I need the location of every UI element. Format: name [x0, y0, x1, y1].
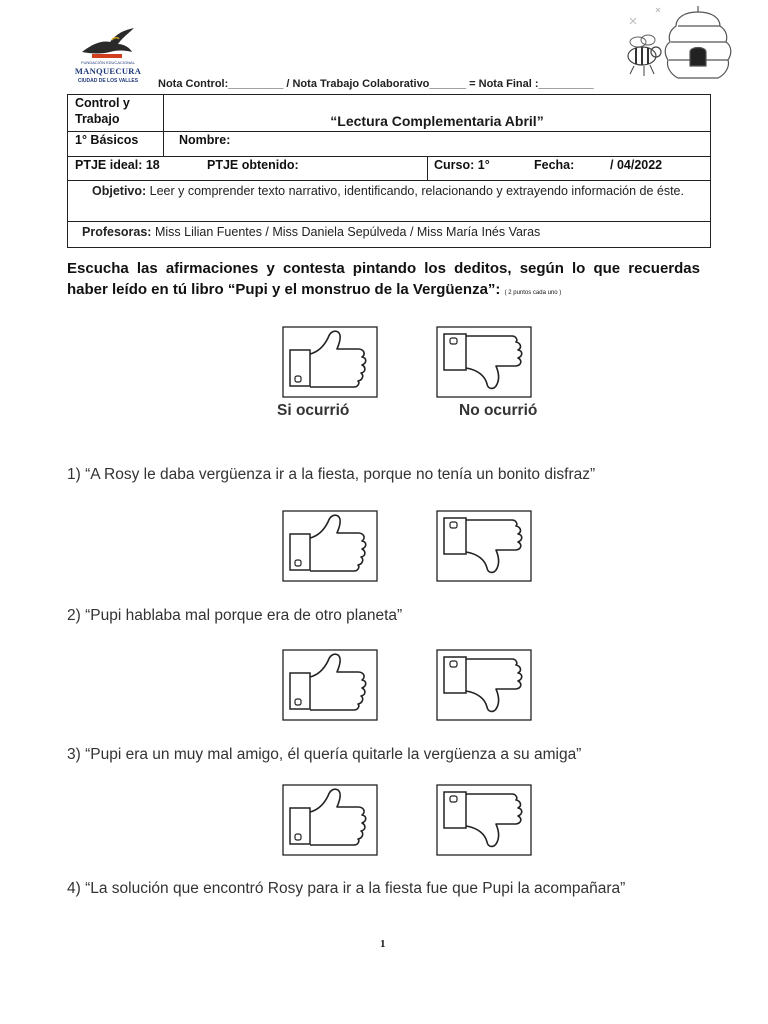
bee-icon [628, 35, 661, 76]
teachers-label: Profesoras: [82, 225, 152, 239]
condor-icon [72, 26, 144, 62]
beehive-icon [620, 4, 740, 94]
info-table [67, 94, 711, 248]
question-4: 4) “La solución que encontró Rosy para ir a la fiesta fue que Pupi la acompañara” [67, 880, 626, 897]
objective-label: Objetivo: [92, 184, 147, 198]
ideal-score: PTJE ideal: 18 [75, 158, 160, 172]
question-3: 3) “Pupi era un muy mal amigo, él quería quitarle la vergüenza a su amiga” [67, 746, 582, 763]
logo-name: MANQUECURA [74, 66, 142, 76]
q2-thumb-down-icon[interactable] [436, 649, 532, 721]
legend-yes: Si ocurrió [277, 402, 350, 419]
q1-thumb-down-icon[interactable] [436, 510, 532, 582]
table-divider [68, 180, 710, 181]
grades-line: Nota Control:_________ / Nota Trabajo Colaborativo______ = Nota Final :_________ [158, 78, 594, 90]
school-logo [72, 26, 144, 92]
objective-body: Leer y comprender texto narrativo, identificando, relacionando y extrayendo información de éste. [146, 184, 684, 198]
teachers-names: Miss Lilian Fuentes / Miss Daniela Sepúlveda / Miss María Inés Varas [151, 225, 541, 239]
table-divider [427, 156, 428, 180]
legend-no: No ocurrió [459, 402, 538, 419]
date-label: Fecha: [534, 158, 575, 172]
table-divider [68, 131, 710, 132]
q3-thumb-down-icon[interactable] [436, 784, 532, 856]
objective-text [74, 183, 704, 200]
trabajo-label: Trabajo [75, 112, 120, 126]
instructions-text: Escucha las afirmaciones y contesta pintando los deditos, según lo que recuerdas haber leído en tú libro “Pupi y el monstruo de la Vergüenza”: [67, 260, 700, 298]
date-value: / 04/2022 [610, 158, 663, 172]
q2-thumb-up-icon[interactable] [282, 649, 378, 721]
question-1: 1) “A Rosy le daba vergüenza ir a la fiesta, porque no tenía un bonito disfraz” [67, 466, 596, 483]
thumb-up-icon [282, 326, 378, 398]
page-title: “Lectura Complementaria Abril” [330, 113, 544, 129]
q3-thumb-up-icon[interactable] [282, 784, 378, 856]
control-label: Control y [75, 96, 130, 110]
table-divider [68, 156, 710, 157]
table-divider [68, 221, 710, 222]
points-note: ( 2 puntos cada uno ) [504, 290, 562, 296]
q1-thumb-up-icon[interactable] [282, 510, 378, 582]
page-number: 1 [380, 938, 386, 950]
instructions [67, 258, 700, 304]
teachers-line [82, 225, 540, 239]
grade-level: 1° Básicos [75, 133, 139, 147]
logo-top-text: FUNDACIÓN EDUCACIONAL [81, 60, 135, 65]
course-label: Curso: 1° [434, 158, 490, 172]
name-field[interactable]: Nombre: [179, 133, 231, 147]
thumb-down-icon [436, 326, 532, 398]
logo-subtitle: CIUDAD DE LOS VALLES [77, 78, 139, 84]
obtained-score-field[interactable]: PTJE obtenido: [207, 158, 299, 172]
question-2: 2) “Pupi hablaba mal porque era de otro planeta” [67, 607, 403, 624]
